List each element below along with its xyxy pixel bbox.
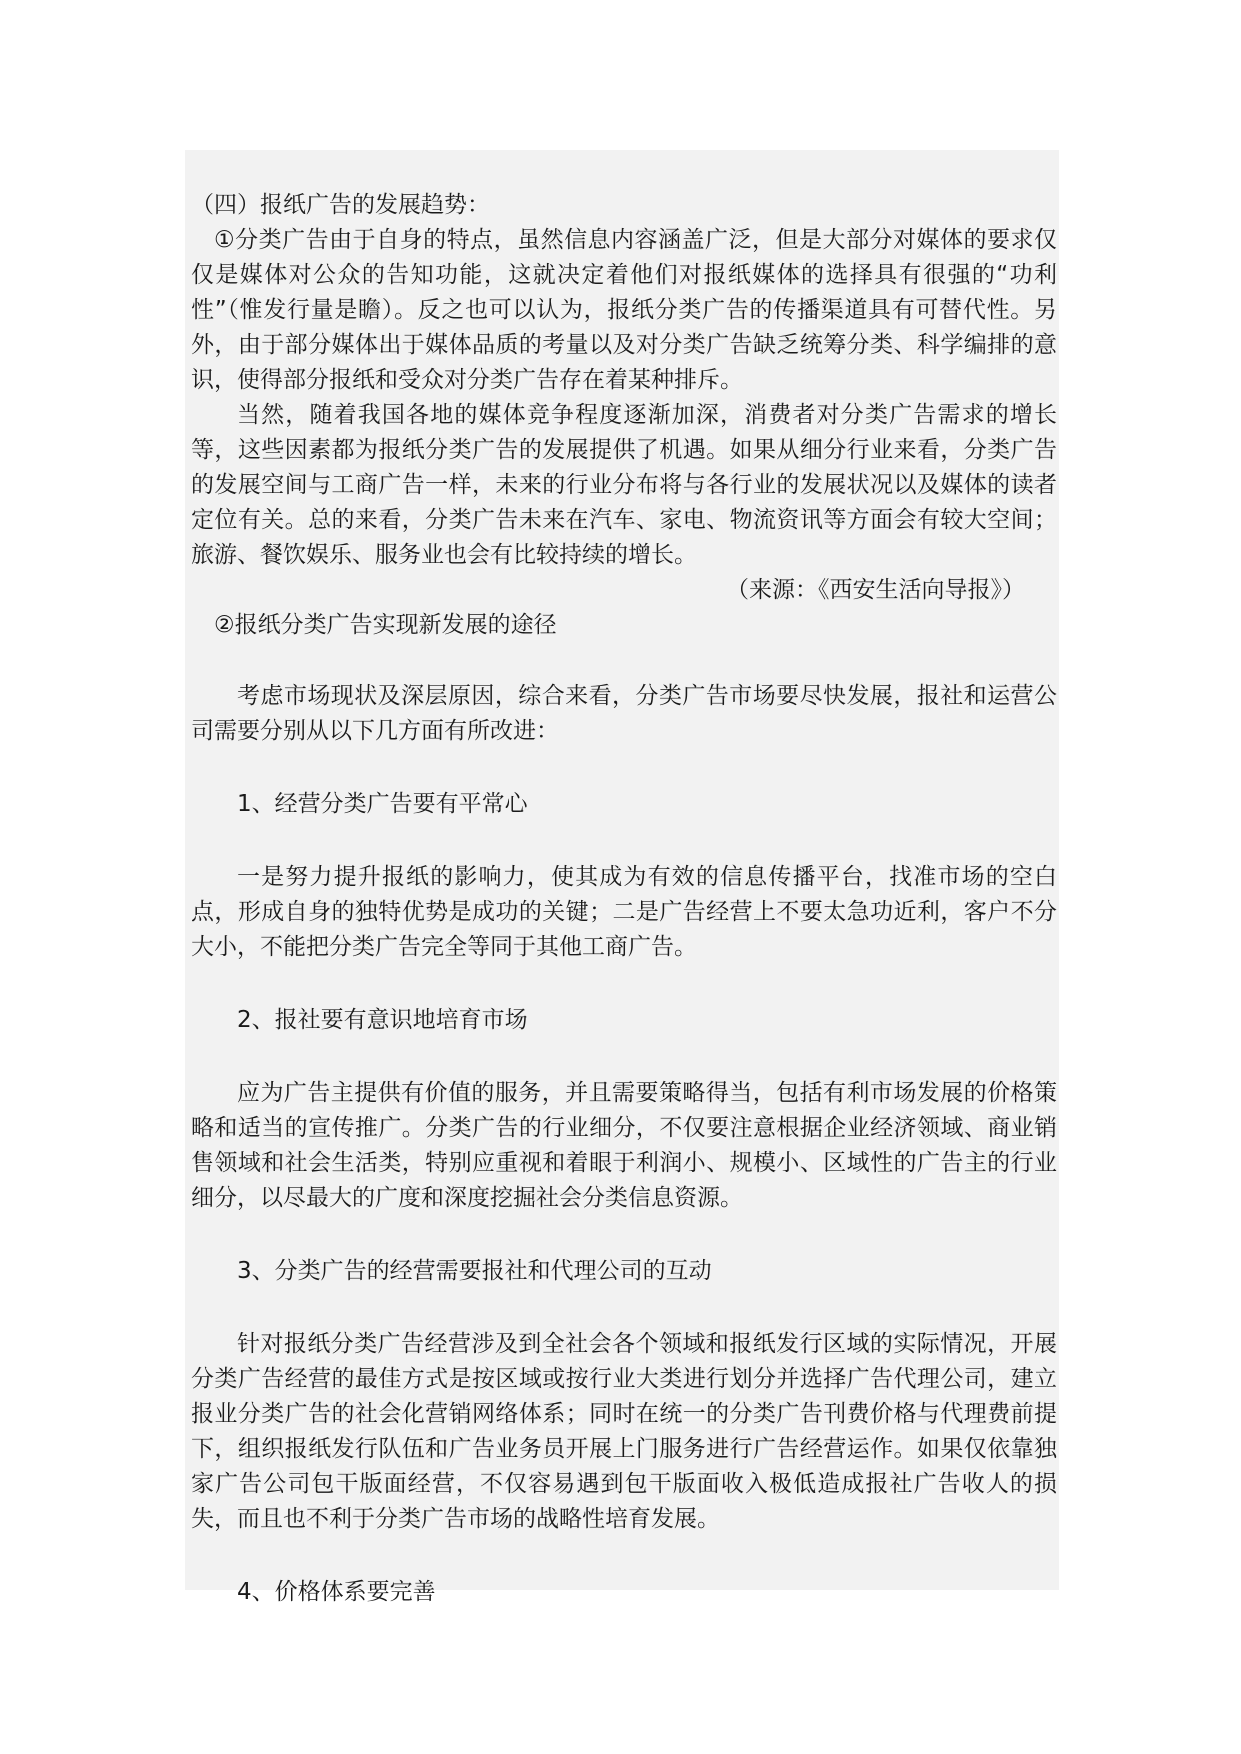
item-2-heading: ②报纸分类广告实现新发展的途径 bbox=[214, 612, 557, 638]
section-title: （四）报纸广告的发展趋势： bbox=[191, 192, 490, 218]
subheading-2: 2、报社要有意识地培育市场 bbox=[237, 1007, 528, 1033]
document-body bbox=[191, 188, 1057, 1610]
subheading-1: 1、经营分类广告要有平常心 bbox=[237, 791, 528, 817]
item-1-paragraph: ①分类广告由于自身的特点，虽然信息内容涵盖广泛，但是大部分对媒体的要求仅仅是媒体对公众的告知功能，这就决定着他们对报纸媒体的选择具有很强的“功利性”（惟发行量是瞻）。反之也可以认为，报纸分类广告的传播渠道具有可替代性。另外，由于部分媒体出于媒体品质的考量以及对分类广告缺乏统筹分类、科学编排的意识，使得部分报纸和受众对分类广告存在着某种排斥。 bbox=[191, 227, 1057, 393]
source-citation: （来源：《西安生活向导报》） bbox=[726, 577, 1025, 603]
subtext-2: 应为广告主提供有价值的服务，并且需要策略得当，包括有利市场发展的价格策略和适当的宣传推广。分类广告的行业细分，不仅要注意根据企业经济领域、商业销售领域和社会生活类，特别应重视和着眼于利润小、规模小、区域性的广告主的行业细分，以尽最大的广度和深度挖掘社会分类信息资源。 bbox=[191, 1080, 1057, 1211]
subheading-4: 4、价格体系要完善 bbox=[237, 1579, 436, 1605]
subtext-1: 一是努力提升报纸的影响力，使其成为有效的信息传播平台，找准市场的空白点，形成自身的独特优势是成功的关键；二是广告经营上不要太急功近利，客户不分大小，不能把分类广告完全等同于其他工商广告。 bbox=[191, 864, 1057, 960]
subheading-3: 3、分类广告的经营需要报社和代理公司的互动 bbox=[237, 1258, 712, 1284]
paragraph-opportunities: 当然，随着我国各地的媒体竞争程度逐渐加深，消费者对分类广告需求的增长等，这些因素都为报纸分类广告的发展提供了机遇。如果从细分行业来看，分类广告的发展空间与工商广告一样，未来的行业分布将与各行业的发展状况以及媒体的读者定位有关。总的来看，分类广告未来在汽车、家电、物流资讯等方面会有较大空间；旅游、餐饮娱乐、服务业也会有比较持续的增长。 bbox=[191, 402, 1057, 568]
paragraph-improvements: 考虑市场现状及深层原因，综合来看，分类广告市场要尽快发展，报社和运营公司需要分别从以下几方面有所改进： bbox=[191, 683, 1057, 744]
subtext-3: 针对报纸分类广告经营涉及到全社会各个领域和报纸发行区域的实际情况，开展分类广告经营的最佳方式是按区域或按行业大类进行划分并选择广告代理公司，建立报业分类广告的社会化营销网络体系；同时在统一的分类广告刊费价格与代理费前提下，组织报纸发行队伍和广告业务员开展上门服务进行广告经营运作。如果仅依靠独家广告公司包干版面经营，不仅容易遇到包干版面收入极低造成报社广告收人的损失，而且也不利于分类广告市场的战略性培育发展。 bbox=[191, 1331, 1057, 1532]
